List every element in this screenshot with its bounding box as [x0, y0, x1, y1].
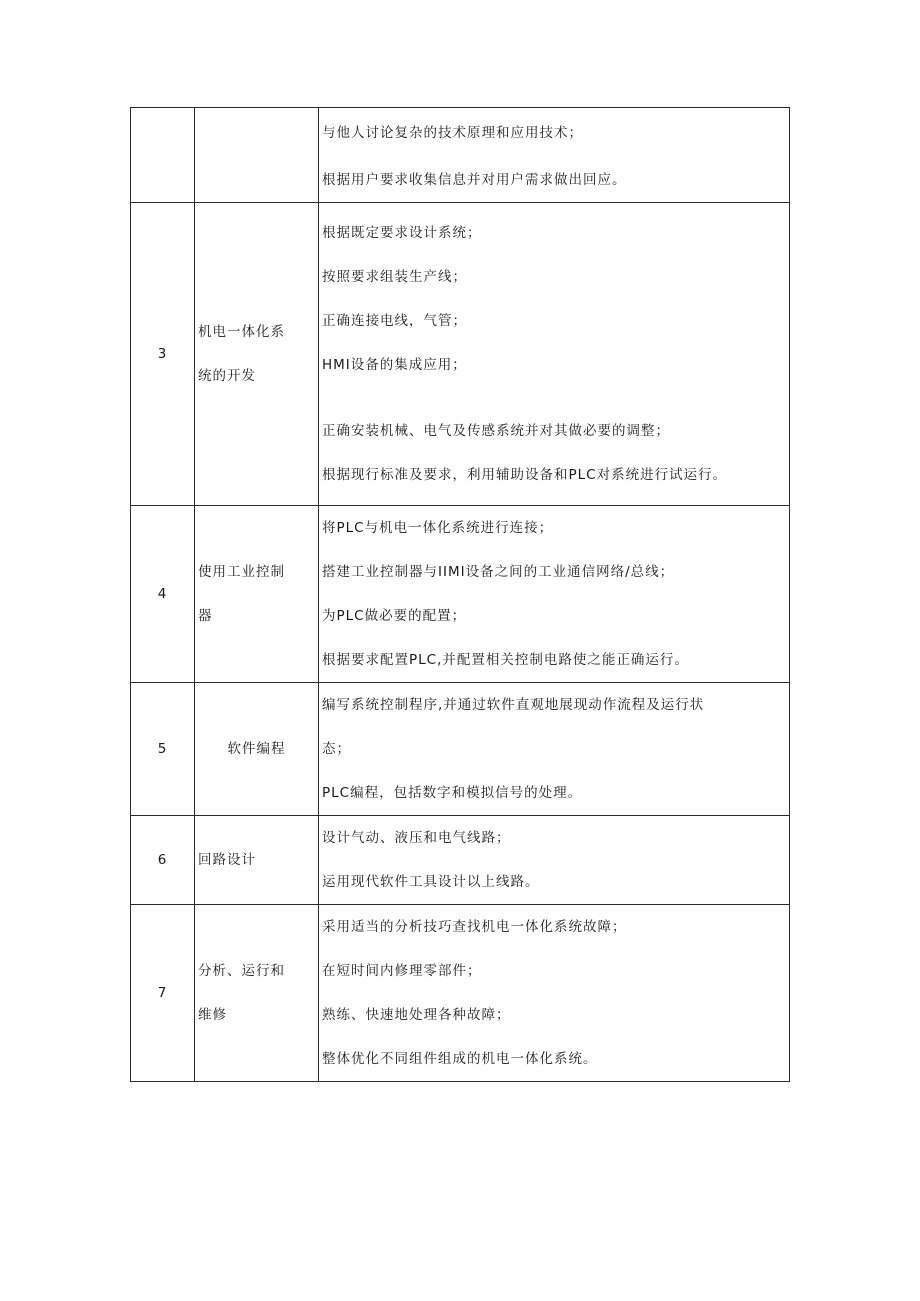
requirement-line: 编写系统控制程序,并通过软件直观地展现动作流程及运行状 [322, 697, 705, 713]
row-number-cell: 7 [131, 905, 195, 1082]
table-row [131, 506, 790, 683]
row-requirements-cell [319, 203, 790, 506]
requirement-line: 设计气动、液压和电气线路； [322, 830, 511, 846]
row-name-cell [195, 905, 319, 1082]
row-name-line: 使用工业控制 [198, 564, 285, 580]
requirement-line: 根据要求配置PLC,并配置相关控制电路使之能正确运行。 [322, 652, 689, 668]
requirement-line: 根据用户要求收集信息并对用户需求做出回应。 [322, 172, 627, 188]
row-name-cell [195, 108, 319, 203]
row-name-line: 维修 [198, 1007, 227, 1023]
row-name-line: 器 [198, 608, 213, 624]
row-number-cell: 6 [131, 816, 195, 905]
requirement-line: 运用现代软件工具设计以上线路。 [322, 874, 540, 890]
row-name-cell [195, 203, 319, 506]
row-number-cell [131, 108, 195, 203]
requirement-line: 态； [322, 741, 351, 757]
requirement-line: 与他人讨论复杂的技术原理和应用技术； [322, 125, 583, 141]
competency-table [130, 107, 790, 1082]
row-name-line: 回路设计 [198, 852, 256, 868]
requirement-line: 根据现行标准及要求，利用辅助设备和PLC对系统进行试运行。 [322, 467, 728, 483]
row-requirements-cell [319, 108, 790, 203]
row-name-line: 机电一体化系 [198, 324, 285, 340]
row-name-cell [195, 506, 319, 683]
requirement-line: HMI设备的集成应用； [322, 357, 467, 373]
requirement-line: PLC编程，包括数字和模拟信号的处理。 [322, 785, 583, 801]
row-name-line: 软件编程 [227, 741, 286, 757]
row-name-cell [195, 816, 319, 905]
row-name-line: 统的开发 [198, 368, 256, 384]
requirement-line: 采用适当的分析技巧查找机电一体化系统故障； [322, 919, 627, 935]
requirement-line: 整体优化不同组件组成的机电一体化系统。 [322, 1051, 598, 1067]
row-requirements-cell [319, 905, 790, 1082]
table-row [131, 905, 790, 1082]
requirement-line: 按照要求组装生产线； [322, 269, 467, 285]
row-requirements-cell [319, 816, 790, 905]
requirement-line: 为PLC做必要的配置； [322, 608, 467, 624]
requirement-line: 正确连接电线，气管； [322, 313, 467, 329]
row-requirements-cell [319, 683, 790, 816]
table-row [131, 203, 790, 506]
row-number-cell: 5 [131, 683, 195, 816]
requirement-line: 将PLC与机电一体化系统进行连接； [322, 520, 554, 536]
table-row [131, 108, 790, 203]
requirement-line: 熟练、快速地处理各种故障； [322, 1007, 511, 1023]
row-name-cell [195, 683, 319, 816]
row-number-cell: 3 [131, 203, 195, 506]
requirement-line: 根据既定要求设计系统； [322, 225, 482, 241]
row-requirements-cell [319, 506, 790, 683]
table-row [131, 683, 790, 816]
row-name-line: 分析、运行和 [198, 963, 285, 979]
requirement-line: 正确安装机械、电气及传感系统并对其做必要的调整； [322, 423, 670, 439]
requirement-line: 在短时间内修理零部件； [322, 963, 482, 979]
requirement-line: 搭建工业控制器与IIMI设备之间的工业通信网络/总线； [322, 564, 675, 580]
table-row [131, 816, 790, 905]
row-number-cell: 4 [131, 506, 195, 683]
spacer [322, 387, 789, 409]
